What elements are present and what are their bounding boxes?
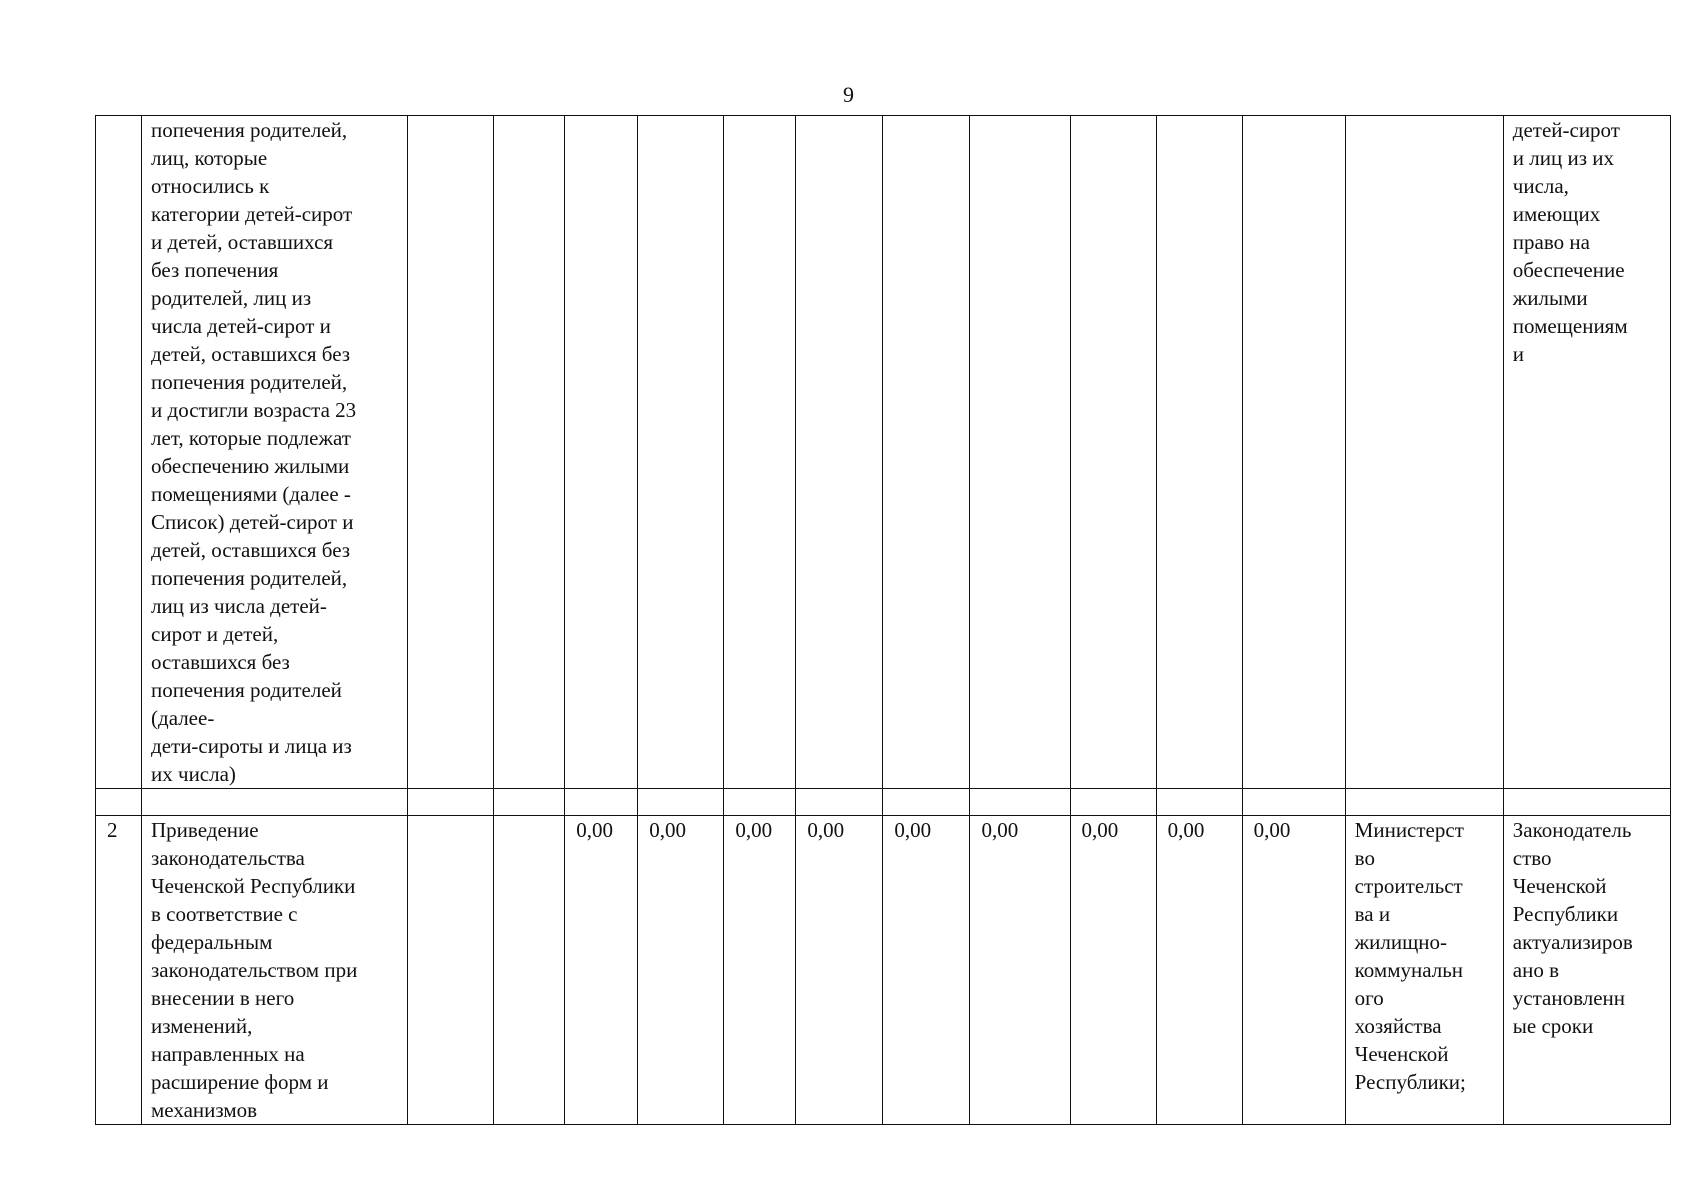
amount-cell: 0,00 [565, 816, 638, 1125]
empty-cell [1242, 789, 1345, 816]
empty-cell [565, 789, 638, 816]
amount-cell [638, 116, 724, 789]
amount-cell: 0,00 [1070, 816, 1156, 1125]
amount-cell: 0,00 [970, 816, 1070, 1125]
empty-cell [408, 789, 494, 816]
amount-cell [1242, 116, 1345, 789]
amount-cell: 0,00 [1156, 816, 1242, 1125]
empty-cell [408, 116, 494, 789]
amount-cell [565, 116, 638, 789]
expected-result-cell: Законодатель ство Чеченской Республики актуализиров ано в установленн ые сроки [1503, 816, 1670, 1125]
empty-cell [883, 789, 970, 816]
empty-cell [494, 816, 565, 1125]
page-number: 9 [843, 82, 854, 107]
empty-cell [142, 789, 408, 816]
empty-cell [970, 789, 1070, 816]
amount-cell: 0,00 [638, 816, 724, 1125]
table-row-spacer [96, 789, 1671, 816]
row-number-cell [96, 116, 142, 789]
amount-cell [796, 116, 883, 789]
row-number-cell: 2 [96, 816, 142, 1125]
amount-cell [970, 116, 1070, 789]
table-row [96, 116, 1671, 789]
empty-cell [1156, 789, 1242, 816]
executor-cell [1345, 116, 1503, 789]
empty-cell [1503, 789, 1670, 816]
amount-cell: 0,00 [724, 816, 796, 1125]
empty-cell [1345, 789, 1503, 816]
empty-cell [494, 789, 565, 816]
activity-description-cell: Приведение законодательства Чеченской Республики в соответствие с федеральным законодательством при внесении в него изменений, направленных на расширение форм и механизмов [142, 816, 408, 1125]
empty-cell [96, 789, 142, 816]
amount-cell: 0,00 [1242, 816, 1345, 1125]
amount-cell: 0,00 [883, 816, 970, 1125]
empty-cell [494, 116, 565, 789]
empty-cell [1070, 789, 1156, 816]
empty-cell [408, 816, 494, 1125]
amount-cell [883, 116, 970, 789]
activity-description-cell: попечения родителей, лиц, которые относились к категории детей-сирот и детей, оставшихся без попечения родителей, лиц из числа детей-сирот и детей, оставшихся без попечения родителей, и достигли возраста 23 лет, которые подлежат обеспечению жилыми помещениями (далее - Список) детей-сирот и детей, оставшихся без попечения родителей, лиц из числа детей- сирот и детей, оставшихся без попечения родителей (далее- дети-сироты и лица из их числа) [142, 116, 408, 789]
amount-cell [1156, 116, 1242, 789]
amount-cell [724, 116, 796, 789]
table-row [96, 816, 1671, 1125]
amount-cell [1070, 116, 1156, 789]
amount-cell: 0,00 [796, 816, 883, 1125]
expected-result-cell: детей-сирот и лиц из их числа, имеющих право на обеспечение жилыми помещениям и [1503, 116, 1670, 789]
empty-cell [796, 789, 883, 816]
empty-cell [724, 789, 796, 816]
program-activities-table [95, 115, 1671, 1125]
executor-cell: Министерст во строительст ва и жилищно- коммунальн ого хозяйства Чеченской Республики; [1345, 816, 1503, 1125]
empty-cell [638, 789, 724, 816]
